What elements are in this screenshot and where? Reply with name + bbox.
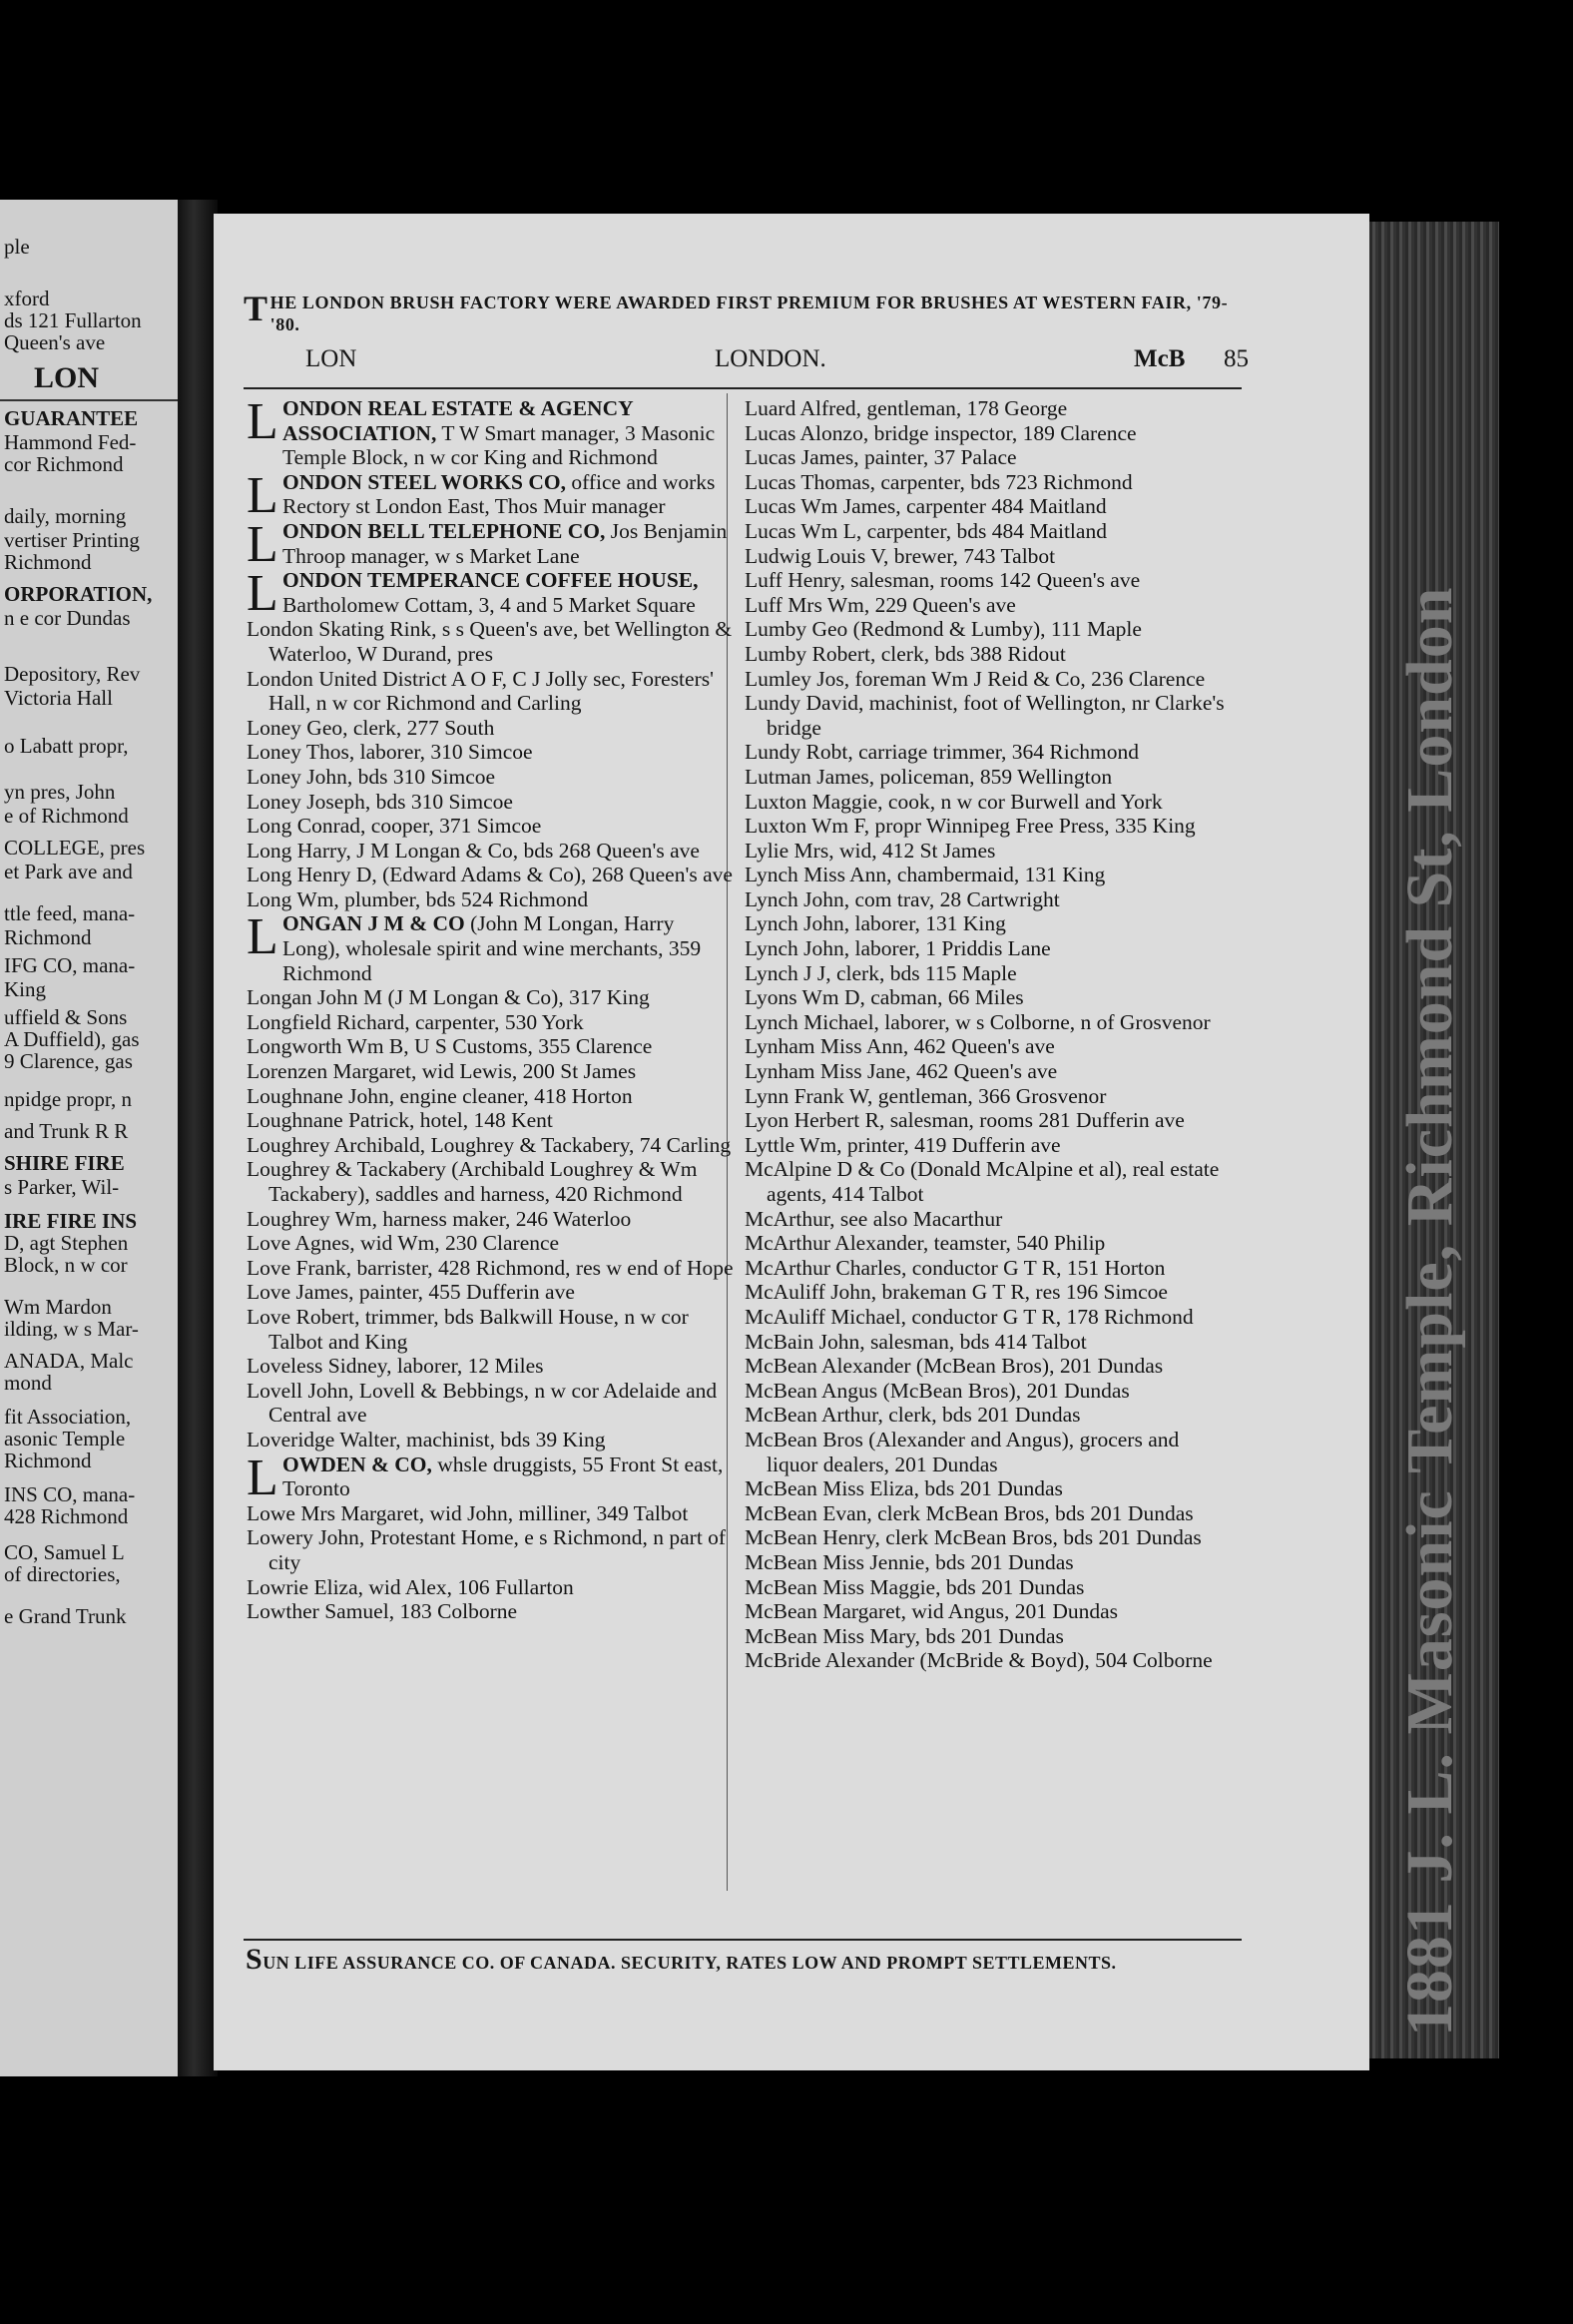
directory-entry: Luxton Wm F, propr Winnipeg Free Press, 335 King (745, 814, 1196, 839)
directory-entry: Loney Geo, clerk, 277 South (247, 715, 495, 740)
directory-entry: Long Conrad, cooper, 371 Simcoe (247, 814, 542, 839)
directory-entry: Loughrey & Tackabery (Archibald Loughrey & Wm Tackabery), saddles and harness, 420 Richmond (247, 1157, 698, 1206)
left-page-line: daily, morning (4, 504, 127, 528)
left-page-line: mond (4, 1371, 52, 1395)
directory-entry: Lynn Frank W, gentleman, 366 Grosvenor (745, 1083, 1107, 1108)
entry-details: T W Smart manager, 3 Masonic Temple Block, n w cor King and Richmond (282, 420, 716, 470)
left-page-line: et Park ave and (4, 860, 133, 883)
directory-entry: Lowther Samuel, 183 Colborne (247, 1599, 518, 1624)
left-page-line: A Duffield), gas (4, 1027, 140, 1051)
entry-details: Bartholomew Cottam, 3, 4 and 5 Market Square (282, 592, 696, 617)
directory-entry: Lumby Geo (Redmond & Lumby), 111 Maple (745, 617, 1142, 642)
directory-entry: Love Robert, trimmer, bds Balkwill House, n w cor Talbot and King (247, 1304, 689, 1354)
top-advertisement (244, 291, 1242, 335)
left-page-line: cor Richmond (4, 452, 124, 476)
directory-entry: Lyttle Wm, printer, 419 Dufferin ave (745, 1132, 1061, 1157)
drop-initial: L (247, 466, 278, 524)
directory-entry: McBean Miss Eliza, bds 201 Dundas (745, 1476, 1063, 1501)
directory-entry-feature (247, 565, 734, 623)
directory-entry: London United District A O F, C J Jolly sec, Foresters' Hall, n w cor Richmond and Carling (247, 666, 714, 716)
directory-entry: McBean Margaret, wid Angus, 201 Dundas (745, 1599, 1119, 1624)
directory-page (214, 214, 1369, 2070)
directory-entry: McBean Alexander (McBean Bros), 201 Dundas (745, 1354, 1164, 1379)
directory-entry: Lucas Alonzo, bridge inspector, 189 Clarence (745, 420, 1137, 445)
directory-entry: London Skating Rink, s s Queen's ave, bet Wellington & Waterloo, W Durand, pres (247, 617, 733, 666)
directory-entry-feature (247, 908, 734, 985)
directory-entry: Lynch J J, clerk, bds 115 Maple (745, 960, 1017, 985)
left-page-line: e of Richmond (4, 804, 129, 828)
directory-entry: Lynch John, com trav, 28 Cartwright (745, 886, 1060, 911)
directory-entry: McBean Evan, clerk McBean Bros, bds 201 Dundas (745, 1500, 1194, 1525)
left-page-line: Queen's ave (4, 330, 106, 354)
directory-entry: McBean Miss Maggie, bds 201 Dundas (745, 1574, 1085, 1599)
left-page-line: COLLEGE, pres (4, 836, 146, 860)
left-page-line: ANADA, Malc (4, 1349, 134, 1373)
directory-entry: Love Agnes, wid Wm, 230 Clarence (247, 1231, 560, 1256)
directory-entry: McBain John, salesman, bds 414 Talbot (745, 1329, 1087, 1354)
directory-entry: Ludwig Louis V, brewer, 743 Talbot (745, 543, 1056, 568)
directory-entry: Lynham Miss Jane, 462 Queen's ave (745, 1059, 1058, 1084)
left-page-heading: LON (34, 361, 100, 394)
left-column (247, 393, 734, 1624)
book-gutter (178, 200, 218, 2076)
directory-entry: Loughnane Patrick, hotel, 148 Kent (247, 1108, 553, 1133)
directory-entry: Luard Alfred, gentleman, 178 George (745, 396, 1068, 420)
left-page-line: CO, Samuel L (4, 1540, 125, 1564)
directory-entry: Lucas Wm James, carpenter 484 Maitland (745, 494, 1107, 519)
directory-entry: Loveless Sidney, laborer, 12 Miles (247, 1354, 544, 1379)
left-page-line: GUARANTEE (4, 406, 139, 430)
directory-entry: Lumby Robert, clerk, bds 388 Ridout (745, 641, 1066, 666)
directory-entry: Lucas Wm L, carpenter, bds 484 Maitland (745, 518, 1107, 543)
directory-entry: Longworth Wm B, U S Customs, 355 Clarence (247, 1034, 653, 1059)
header-rule (244, 387, 1242, 389)
directory-entry-feature (247, 393, 734, 470)
drop-initial: L (247, 393, 278, 450)
directory-entry: Lucas Thomas, carpenter, bds 723 Richmond (745, 469, 1133, 494)
directory-entry: Loveridge Walter, machinist, bds 39 King (247, 1427, 606, 1452)
directory-entry: McBean Miss Jennie, bds 201 Dundas (745, 1549, 1074, 1574)
left-page-line: and Trunk R R (4, 1119, 129, 1143)
left-page-line: Victoria Hall (4, 686, 113, 710)
left-page-line: Hammond Fed- (4, 430, 137, 454)
left-page-line: vertiser Printing (4, 528, 140, 552)
directory-entry-feature (247, 515, 734, 573)
left-page-line: 9 Clarence, gas (4, 1049, 133, 1073)
directory-entry: McArthur Charles, conductor G T R, 151 Horton (745, 1255, 1166, 1280)
directory-entry: Lundy David, machinist, foot of Wellington, nr Clarke's bridge (745, 691, 1225, 740)
left-page-line: ds 121 Fullarton (4, 308, 142, 332)
directory-entry: Loughrey Archibald, Loughrey & Tackabery, 74 Carling (247, 1132, 732, 1157)
directory-entry: Lumley Jos, foreman Wm J Reid & Co, 236 Clarence (745, 666, 1206, 691)
drop-initial: L (247, 908, 278, 966)
entry-details: Jos Benjamin Throop manager, w s Market Lane (282, 518, 728, 568)
directory-entry: Longan John M (J M Longan & Co), 317 King (247, 985, 650, 1010)
drop-initial: L (247, 515, 278, 573)
left-page-line: SHIRE FIRE (4, 1151, 125, 1175)
running-head-center: LONDON. (715, 345, 826, 372)
ad-bottom-initial: S (246, 1943, 263, 1976)
directory-entry: Loney Joseph, bds 310 Simcoe (247, 789, 513, 814)
directory-entry: Loughnane John, engine cleaner, 418 Horton (247, 1083, 633, 1108)
drop-initial: L (247, 1449, 278, 1506)
directory-entry: Luff Mrs Wm, 229 Queen's ave (745, 592, 1016, 617)
directory-entry: Luff Henry, salesman, rooms 142 Queen's ave (745, 568, 1141, 593)
directory-entry: Lowrie Eliza, wid Alex, 106 Fullarton (247, 1574, 574, 1599)
directory-entry: Long Harry, J M Longan & Co, bds 268 Queen's ave (247, 838, 700, 863)
directory-entry: Luxton Maggie, cook, n w cor Burwell and York (745, 789, 1163, 814)
entry-name: ONDON REAL ESTATE & AGENCY ASSOCIATION, (282, 396, 633, 445)
entry-name: ONDON TEMPERANCE COFFEE HOUSE, (282, 568, 699, 593)
directory-entry: Lynch John, laborer, 1 Priddis Lane (745, 936, 1051, 961)
directory-entry: Lowery John, Protestant Home, e s Richmond, n part of city (247, 1525, 727, 1574)
directory-entry: Loney Thos, laborer, 310 Simcoe (247, 740, 533, 765)
directory-entry: Lovell John, Lovell & Bebbings, n w cor Adelaide and Central ave (247, 1378, 718, 1428)
left-page-line: ple (4, 235, 30, 259)
left-page-line: xford (4, 287, 50, 310)
directory-entry: Lynch John, laborer, 131 King (745, 911, 1006, 936)
left-page-line: IFG CO, mana- (4, 953, 136, 977)
left-page-line: o Labatt propr, (4, 734, 129, 758)
left-page-line: Depository, Rev (4, 662, 141, 686)
directory-entry: Lorenzen Margaret, wid Lewis, 200 St James (247, 1059, 637, 1084)
directory-entry: Long Wm, plumber, bds 524 Richmond (247, 886, 589, 911)
left-page-line: Richmond (4, 1449, 92, 1472)
left-page-line: Block, n w cor (4, 1253, 128, 1277)
bottom-advertisement (246, 1943, 1244, 1977)
right-column (745, 396, 1232, 1673)
left-page-line: King (4, 977, 46, 1001)
entry-name: ONDON BELL TELEPHONE CO, (282, 518, 606, 543)
left-page-rule (0, 399, 178, 401)
left-page-line: yn pres, John (4, 780, 116, 804)
page-number: 85 (1224, 345, 1249, 372)
directory-entry: Longfield Richard, carpenter, 530 York (247, 1009, 584, 1034)
running-head (305, 345, 1304, 379)
directory-entry: Loughrey Wm, harness maker, 246 Waterloo (247, 1206, 632, 1231)
directory-entry: McBride Alexander (McBride & Boyd), 504 Colborne (745, 1648, 1213, 1673)
directory-entry: Loney John, bds 310 Simcoe (247, 764, 496, 789)
entry-name: ONDON STEEL WORKS CO, (282, 469, 566, 494)
directory-entry: Love Frank, barrister, 428 Richmond, res w end of Hope (247, 1255, 734, 1280)
directory-entry: Lynham Miss Ann, 462 Queen's ave (745, 1034, 1055, 1059)
entry-details: whsle druggists, 55 Front St east, Toronto (282, 1452, 724, 1501)
directory-entry: McBean Arthur, clerk, bds 201 Dundas (745, 1403, 1081, 1428)
directory-entry: Love James, painter, 455 Dufferin ave (247, 1280, 575, 1305)
left-page-line: ilding, w s Mar- (4, 1317, 139, 1341)
directory-entry: McAuliff Michael, conductor G T R, 178 Richmond (745, 1304, 1194, 1329)
directory-entry: Lyons Wm D, cabman, 66 Miles (745, 985, 1024, 1010)
directory-entry: McBean Henry, clerk McBean Bros, bds 201 Dundas (745, 1525, 1202, 1550)
left-page-line: Wm Mardon (4, 1295, 112, 1319)
directory-entry: McBean Angus (McBean Bros), 201 Dundas (745, 1378, 1130, 1403)
directory-entry: McAlpine D & Co (Donald McAlpine et al), real estate agents, 414 Talbot (745, 1157, 1220, 1206)
entry-name: ONGAN J M & CO (282, 911, 465, 936)
left-page-line: npidge propr, n (4, 1087, 133, 1111)
directory-entry-feature (247, 1449, 734, 1506)
entry-name: OWDEN & CO, (282, 1452, 432, 1476)
left-page-line: INS CO, mana- (4, 1482, 136, 1506)
directory-entry: Lowe Mrs Margaret, wid John, milliner, 349 Talbot (247, 1500, 689, 1525)
directory-entry: Lynch Michael, laborer, w s Colborne, n of Grosvenor (745, 1009, 1211, 1034)
directory-entry: Lylie Mrs, wid, 412 St James (745, 838, 996, 863)
left-page-line: Richmond (4, 925, 92, 949)
left-page-line: ttle feed, mana- (4, 901, 136, 925)
left-page-line: s Parker, Wil- (4, 1175, 120, 1199)
directory-entry: Lundy Robt, carriage trimmer, 364 Richmond (745, 740, 1140, 765)
left-page-line: n e cor Dundas (4, 606, 131, 630)
drop-initial: L (247, 565, 278, 623)
directory-entry: Lutman James, policeman, 859 Wellington (745, 764, 1113, 789)
directory-entry: Lucas James, painter, 37 Palace (745, 445, 1017, 470)
left-page-line: asonic Temple (4, 1427, 126, 1451)
left-page-line: ORPORATION, (4, 582, 153, 606)
fore-edge-lettering: 1881 J. L. Masonic Temple, Richmond St, London (1393, 586, 1466, 2036)
directory-entry: Long Henry D, (Edward Adams & Co), 268 Queen's ave (247, 863, 733, 887)
left-page-line: fit Association, (4, 1405, 132, 1429)
left-page-line: Richmond (4, 550, 92, 574)
ad-top-text: HE LONDON BRUSH FACTORY WERE AWARDED FIRST PREMIUM FOR BRUSHES AT WESTERN FAIR, '79-'80. (269, 292, 1229, 334)
left-page-line: D, agt Stephen (4, 1231, 129, 1255)
entry-details: (John M Longan, Harry Long), wholesale spirit and wine merchants, 359 Richmond (282, 911, 702, 985)
directory-entry: McArthur, see also Macarthur (745, 1206, 1003, 1231)
left-page-line: of directories, (4, 1562, 121, 1586)
running-head-left: LON (305, 345, 357, 372)
ad-top-initial: T (244, 289, 268, 328)
directory-entry: McArthur Alexander, teamster, 540 Philip (745, 1231, 1106, 1256)
entry-details: office and works Rectory st London East, Thos Muir manager (282, 469, 716, 519)
directory-entry-feature (247, 466, 734, 524)
directory-entry: McAuliff John, brakeman G T R, res 196 Simcoe (745, 1280, 1168, 1305)
running-head-right: McB (1134, 345, 1186, 372)
left-page-line: e Grand Trunk (4, 1604, 127, 1628)
ad-bottom-text: UN LIFE ASSURANCE CO. OF CANADA. SECURITY, RATES LOW AND PROMPT SETTLEMENTS. (262, 1953, 1117, 1973)
left-facing-page (0, 200, 178, 2076)
footer-rule (244, 1939, 1242, 1941)
directory-entry: Lyon Herbert R, salesman, rooms 281 Dufferin ave (745, 1108, 1185, 1133)
directory-entry: Lynch Miss Ann, chambermaid, 131 King (745, 863, 1106, 887)
left-page-line: 428 Richmond (4, 1504, 129, 1528)
left-page-line: uffield & Sons (4, 1005, 128, 1029)
left-page-line: IRE FIRE INS (4, 1209, 138, 1233)
directory-entry: McBean Miss Mary, bds 201 Dundas (745, 1623, 1064, 1648)
directory-entry: McBean Bros (Alexander and Angus), grocers and liquor dealers, 201 Dundas (745, 1427, 1180, 1476)
